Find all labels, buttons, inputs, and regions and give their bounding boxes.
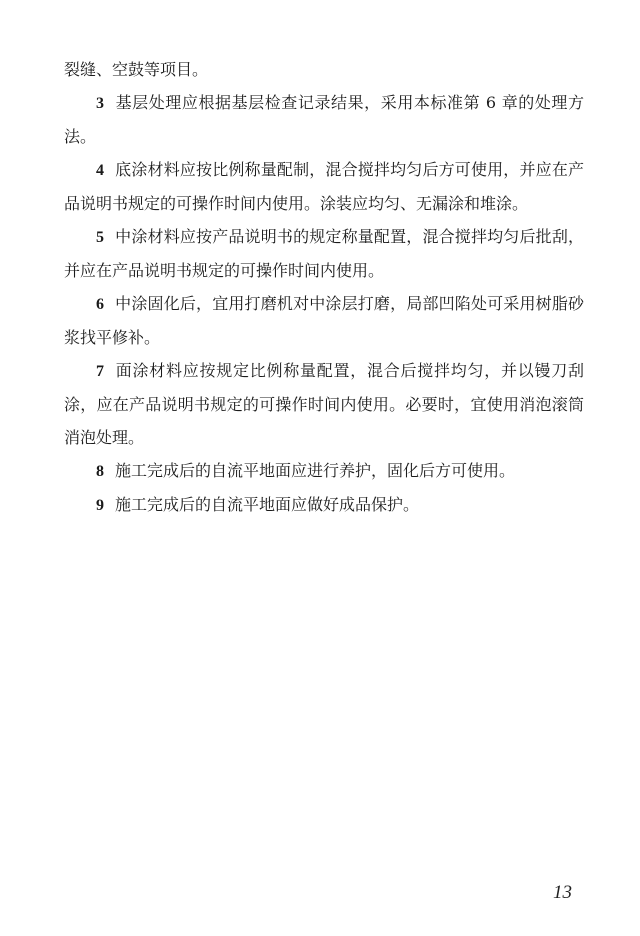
body-text [64,53,584,522]
paragraph-text: 裂缝、空鼓等项目。 [64,60,209,79]
clause-number: 7 [96,363,104,380]
paragraph-continuation [64,53,584,86]
clause-text: 底涂材料应按比例称量配制，混合搅拌均匀后方可使用，并应在产品说明书规定的可操作时间内使用。涂装应均匀、无漏涂和堆涂。 [64,160,584,213]
page-number: 13 [553,882,572,903]
clause-text: 中涂材料应按产品说明书的规定称量配置，混合搅拌均匀后批刮，并应在产品说明书规定的可操作时间内使用。 [64,227,584,280]
clause-text: 施工完成后的自流平地面应进行养护，固化后方可使用。 [115,461,516,480]
clause-number: 6 [96,296,104,313]
clause-number: 4 [96,162,104,179]
clause-5 [64,220,584,287]
clause-number: 3 [96,95,104,112]
clause-4 [64,153,584,220]
clause-number: 8 [96,463,104,480]
clause-text: 面涂材料应按规定比例称量配置，混合后搅拌均匀，并以镘刀刮涂，应在产品说明书规定的可操作时间内使用。必要时，宜使用消泡滚筒消泡处理。 [64,361,584,447]
clause-7 [64,354,584,454]
clause-9 [64,488,584,522]
clause-8 [64,454,584,488]
clause-text: 基层处理应根据基层检查记录结果，采用本标准第 6 章的处理方法。 [64,93,584,146]
clause-number: 9 [96,497,104,514]
clause-number: 5 [96,229,104,246]
clause-6 [64,287,584,354]
clause-text: 中涂固化后，宜用打磨机对中涂层打磨，局部凹陷处可采用树脂砂浆找平修补。 [64,294,584,347]
clause-3 [64,86,584,153]
clause-text: 施工完成后的自流平地面应做好成品保护。 [115,495,420,514]
